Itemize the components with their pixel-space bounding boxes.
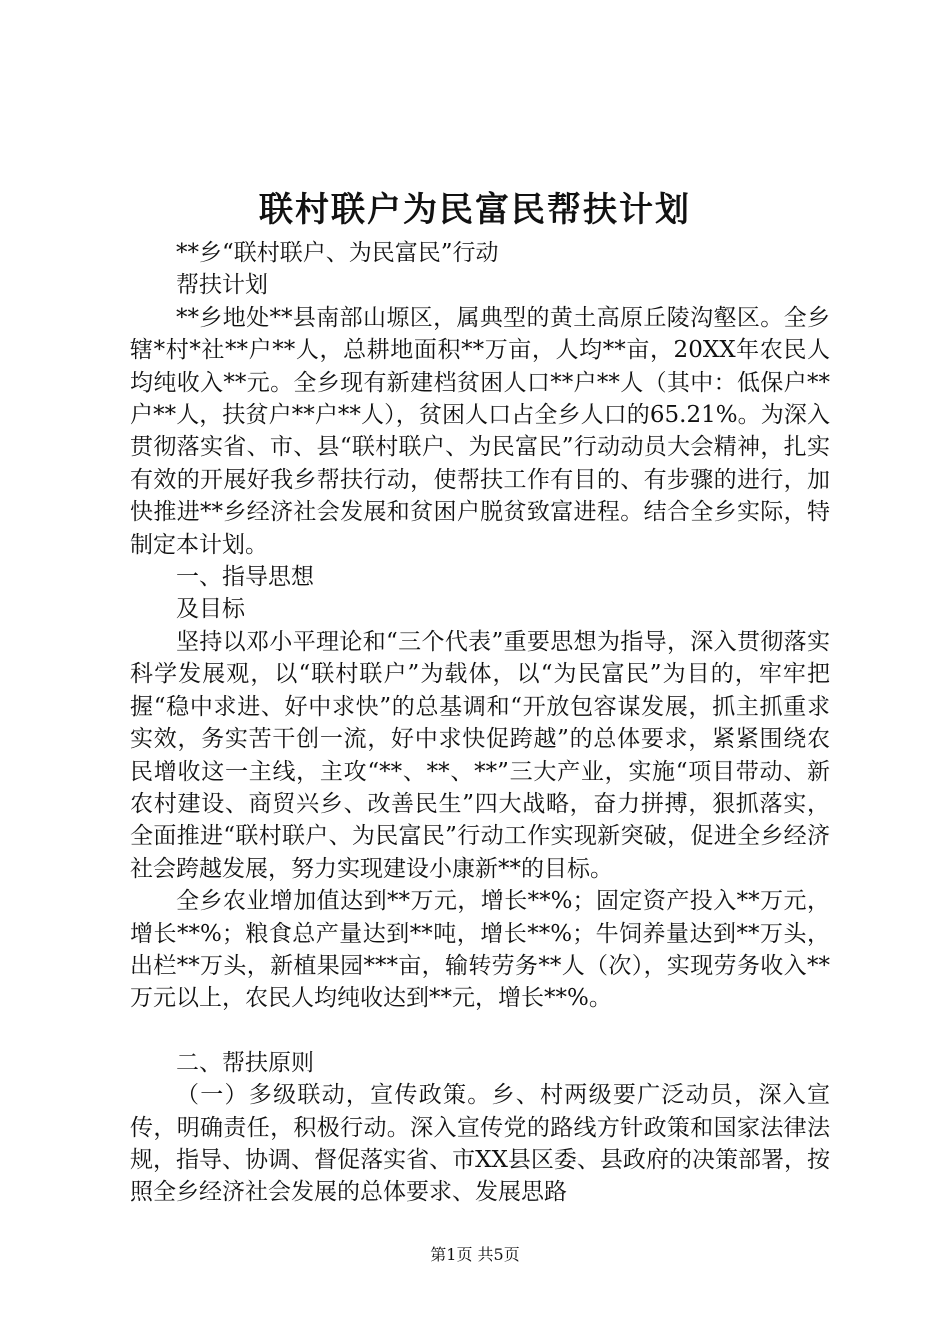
page-indicator: 第1页 共5页: [430, 1245, 520, 1264]
subtitle-line-2: 帮扶计划: [176, 272, 268, 299]
section1-heading-line-1: 一、指导思想: [176, 564, 314, 591]
section1-heading-line-2: 及目标: [176, 596, 245, 623]
section1-paragraph-1: 坚持以邓小平理论和“三个代表”重要思想为指导，深入贯彻落实科学发展观，以“联村联户”为载体，以“为民富民”为目的，牢牢把握“稳中求进、好中求快”的总基调和“开放包容谋发展，抓主抓重求实效，务实苦干创一流，好中求快促跨越”的总体要求，紧紧围绕农民增收这一主线，主攻“**、**、**”三大产业，实施“项目带动、新农村建设、商贸兴乡、改善民生”四大战略，奋力拼搏，狠抓落实，全面推进“联村联户、为民富民”行动工作实现新突破，促进全乡经济社会跨越发展，努力实现建设小康新**的目标。: [130, 628, 830, 882]
document-body: [130, 237, 830, 1209]
section2-heading: 二、帮扶原则: [176, 1049, 314, 1076]
document-title: 联村联户为民富民帮扶计划: [259, 190, 691, 230]
paragraph-gap: [130, 1015, 830, 1047]
intro-paragraph: **乡地处**县南部山塬区，属典型的黄土高原丘陵沟壑区。全乡辖*村*社**户**人，总耕地面积**万亩，人均**亩，20XX年农民人均纯收入**元。全乡现有新建档贫困人口**户**人（其中：低保户**户**人，扶贫户**户**人），贫困人口占全乡人口的65.21%。为深入贯彻落实省、市、县“联村联户、为民富民”行动动员大会精神，扎实有效的开展好我乡帮扶行动，使帮扶工作有目的、有步骤的进行，加快推进**乡经济社会发展和贫困户脱贫致富进程。结合全乡实际，特制定本计划。: [130, 304, 830, 558]
section1-paragraph-2: 全乡农业增加值达到**万元，增长**%；固定资产投入**万元，增长**%；粮食总产量达到**吨，增长**%；牛饲养量达到**万头，出栏**万头，新植果园***亩，输转劳务**人（次），实现劳务收入**万元以上，农民人均纯收达到**元，增长**%。: [130, 888, 830, 1012]
section2-paragraph-1: （一）多级联动，宣传政策。乡、村两级要广泛动员，深入宣传，明确责任，积极行动。深入宣传党的路线方针政策和国家法律法规，指导、协调、督促落实省、市XX县区委、县政府的决策部署，按照全乡经济社会发展的总体要求、发展思路: [130, 1082, 830, 1206]
subtitle-line-1: **乡“联村联户、为民富民”行动: [176, 240, 499, 266]
